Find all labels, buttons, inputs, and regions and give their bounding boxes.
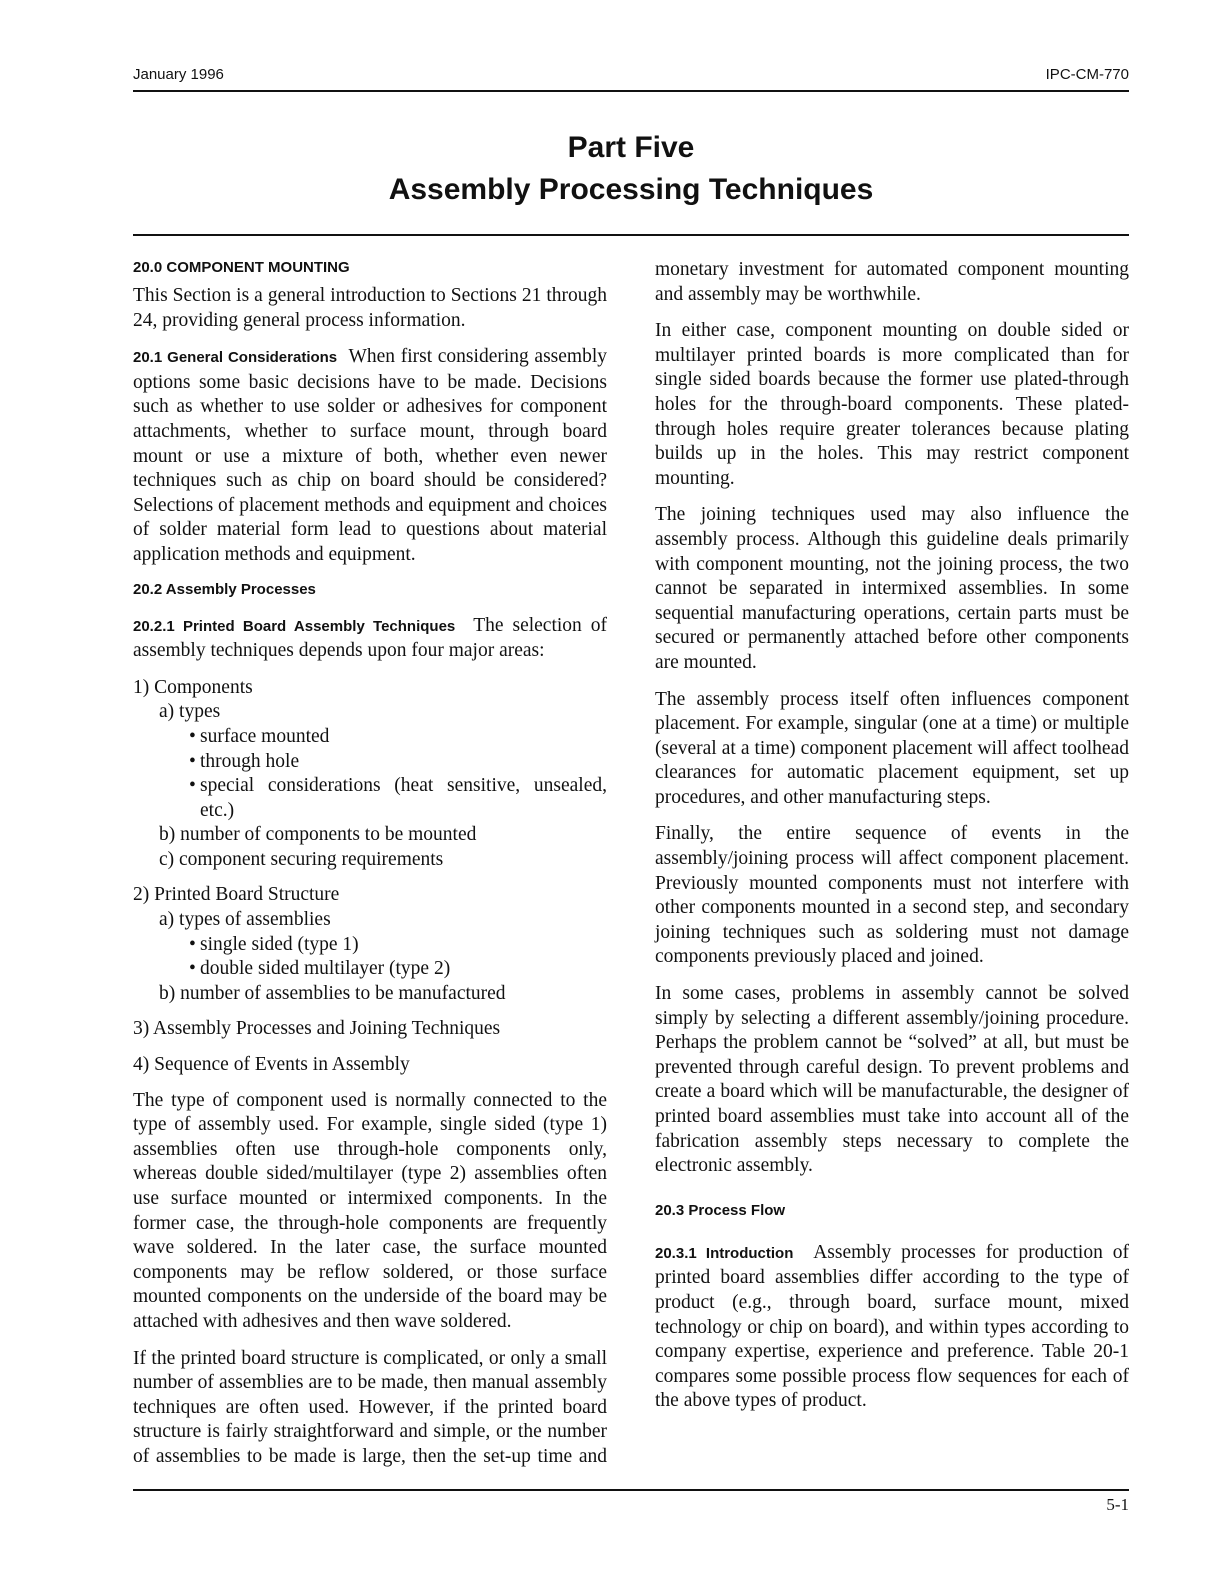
title-rule bbox=[133, 234, 1129, 236]
section-heading-20-0: 20.0 COMPONENT MOUNTING bbox=[133, 259, 350, 276]
section-heading-20-1: 20.1 General Considerations bbox=[133, 349, 338, 367]
list-item bbox=[133, 933, 607, 958]
list-item-text: single sided (type 1) bbox=[200, 933, 359, 955]
body-paragraph: Finally, the entire sequence of events in the assembly/joining process will affect component placement. Previously mounted components must not interfere with other components mounted in a second step, and secondary joining techniques such as soldering must not damage components previously placed and joined. bbox=[655, 823, 1129, 968]
bullet-icon: • bbox=[189, 958, 196, 980]
body-paragraph: The joining techniques used may also influence the assembly process. Although this guideline deals primarily with component mounting, not the joining process, the two cannot be separated in intermixed assemblies. In some sequential manufacturing operations, certain parts must be secured or permanently attached before other components are mounted. bbox=[655, 504, 1129, 673]
bullet-icon: • bbox=[189, 933, 196, 955]
list-item: a) types bbox=[159, 701, 221, 723]
section-20-0-body: This Section is a general introduction to Sections 21 through 24, providing general process information. bbox=[133, 285, 607, 331]
header-document-id: IPC-CM-770 bbox=[1045, 66, 1129, 83]
section-heading-20-3-1: 20.3.1 Introduction bbox=[655, 1244, 794, 1262]
running-header bbox=[133, 66, 1129, 86]
section-heading-20-3: 20.3 Process Flow bbox=[655, 1201, 786, 1219]
section-20-2-1-paragraph bbox=[133, 614, 607, 664]
footer-rule bbox=[133, 1489, 1129, 1491]
bullet-icon: • bbox=[189, 750, 196, 772]
section-heading-20-2: 20.2 Assembly Processes bbox=[133, 580, 316, 598]
section-heading-20-2-1: 20.2.1 Printed Board Assembly Techniques bbox=[133, 617, 456, 635]
assembly-areas-list bbox=[133, 676, 607, 873]
list-item: 2) Printed Board Structure bbox=[133, 884, 340, 906]
list-item-text: double sided multilayer (type 2) bbox=[200, 958, 451, 980]
body-paragraph: If the printed board structure is complicated, or only a small number of assemblies are to be made, then manual assembly techniques are often used. However, if the printed board structure is fairly straightforward and simple, or the number of assemblies to be made is large, then the set-up time and bbox=[133, 1347, 607, 1467]
section-20-2-1-body: The selection of assembly techniques depends upon four major areas: bbox=[133, 614, 607, 662]
body-paragraph: The assembly process itself often influences component placement. For example, singular (one at a time) or multiple (several at a time) component placement will affect toolhead clearances for automatic placement equipment, set up procedures, and other manufacturing steps. bbox=[655, 688, 1129, 808]
list-item: b) number of assemblies to be manufactured bbox=[159, 982, 506, 1004]
section-20-3-1-paragraph bbox=[655, 1241, 1129, 1414]
section-20-1-body: When first considering assembly options some basic decisions have to be made. Decisions such as whether to use solder or adhesives for component attachments, whether to surface mount, through board mount or use a mixture of both, whether even newer techniques such as chip on board should be considered? Selections of placement methods and equipment and choices of solder material form lead to questions about material application methods and equipment. bbox=[133, 346, 607, 565]
section-20-3-1-body: Assembly processes for production of printed board assemblies differ according to the type of product (e.g., through board, surface mount, mixed technology or chip on board), and within types according to company expertise, experience and preference. Table 20-1 compares some possible process flow sequences for each of the above types of product. bbox=[655, 1241, 1129, 1412]
page-number: 5-1 bbox=[1106, 1495, 1129, 1514]
list-item: c) component securing requirements bbox=[159, 848, 444, 870]
header-date: January 1996 bbox=[133, 66, 224, 83]
assembly-areas-list-2 bbox=[133, 883, 607, 1006]
list-item: 1) Components bbox=[133, 676, 253, 698]
bullet-icon: • bbox=[189, 725, 196, 747]
assembly-areas-list-4 bbox=[133, 1053, 607, 1078]
list-item: b) number of components to be mounted bbox=[159, 824, 477, 846]
list-item: a) types of assemblies bbox=[159, 909, 331, 931]
list-item bbox=[133, 750, 607, 775]
assembly-areas-list-3 bbox=[133, 1017, 607, 1042]
list-item: 4) Sequence of Events in Assembly bbox=[133, 1054, 410, 1076]
bullet-icon: • bbox=[189, 775, 196, 797]
part-subtitle: Assembly Processing Techniques bbox=[388, 173, 874, 206]
list-item-text: through hole bbox=[200, 750, 300, 772]
list-item bbox=[133, 774, 607, 823]
list-item-text: surface mounted bbox=[200, 725, 330, 747]
part-title: Part Five bbox=[567, 131, 695, 164]
body-paragraph: The type of component used is normally connected to the type of assembly used. For example, single sided (type 1) assemblies often use through-hole components only, whereas double sided/multilayer (type 2) assemblies often use surface mounted or intermixed components. In the former case, the through-hole components are frequently wave soldered. In the later case, the surface mounted components may be reflow soldered, or those surface mounted components on the underside of the board may be attached with adhesives and then wave soldered. bbox=[133, 1089, 607, 1332]
left-column bbox=[133, 258, 607, 1482]
header-rule bbox=[133, 90, 1129, 92]
body-paragraph-continued: monetary investment for automated component mounting and assembly may be worthwhile. bbox=[655, 259, 1129, 305]
list-item-text: special considerations (heat sensitive, unsealed, etc.) bbox=[200, 775, 607, 821]
list-item bbox=[133, 957, 607, 982]
list-item bbox=[133, 725, 607, 750]
list-item: 3) Assembly Processes and Joining Techniques bbox=[133, 1018, 501, 1040]
section-20-1-paragraph bbox=[133, 345, 607, 567]
right-column-content bbox=[655, 258, 1129, 1426]
body-paragraph: In some cases, problems in assembly cannot be solved simply by selecting a different assembly/joining procedure. Perhaps the problem cannot be “solved” at all, but must be prevented through careful design. To prevent problems and create a board which will be manufacturable, the designer of printed board assemblies must take into account all of the fabrication assembly steps necessary to complete the electronic assembly. bbox=[655, 983, 1129, 1177]
body-paragraph: In either case, component mounting on double sided or multilayer printed boards is more complicated than for single sided boards because the former use plated-through holes for the through-board components. These plated-through holes require greater tolerances because plating builds up in the holes. This may restrict component mounting. bbox=[655, 320, 1129, 489]
